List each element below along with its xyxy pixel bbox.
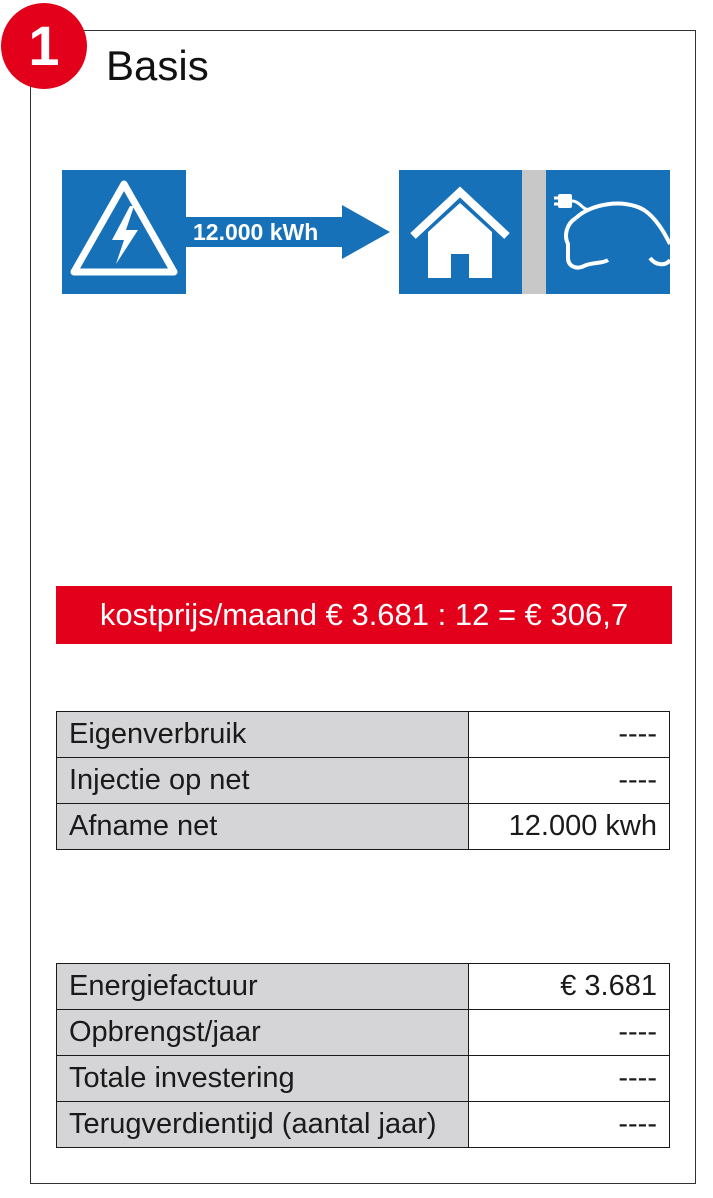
row-value: ---- [469,1102,670,1148]
row-value: € 3.681 [469,964,670,1010]
monthly-cost-banner: kostprijs/maand € 3.681 : 12 = € 306,7 [56,586,672,644]
row-value: ---- [469,712,670,758]
row-value: ---- [469,1010,670,1056]
table-row [57,712,670,758]
table-row [57,758,670,804]
house-icon [399,170,522,294]
row-value: ---- [469,1056,670,1102]
row-label: Energiefactuur [57,964,469,1010]
table-row [57,1056,670,1102]
row-label: Afname net [57,804,469,850]
row-label: Totale investering [57,1056,469,1102]
divider-bar [522,170,546,294]
energy-table [56,711,670,850]
page-title: Basis [106,42,209,89]
electric-car-icon [546,170,670,294]
table-row [57,1102,670,1148]
finance-table [56,963,670,1148]
step-badge: 1 [1,3,87,89]
row-value: ---- [469,758,670,804]
table-row [57,1010,670,1056]
row-label: Opbrengst/jaar [57,1010,469,1056]
grid-tile [62,170,186,294]
table-row [57,964,670,1010]
high-voltage-icon [62,170,186,294]
row-label: Injectie op net [57,758,469,804]
row-label: Terugverdientijd (aantal jaar) [57,1102,469,1148]
arrow-label: 12.000 kWh [193,219,319,245]
table-row [57,804,670,850]
house-tile [399,170,522,294]
row-value: 12.000 kwh [469,804,670,850]
car-tile [546,170,670,294]
row-label: Eigenverbruik [57,712,469,758]
